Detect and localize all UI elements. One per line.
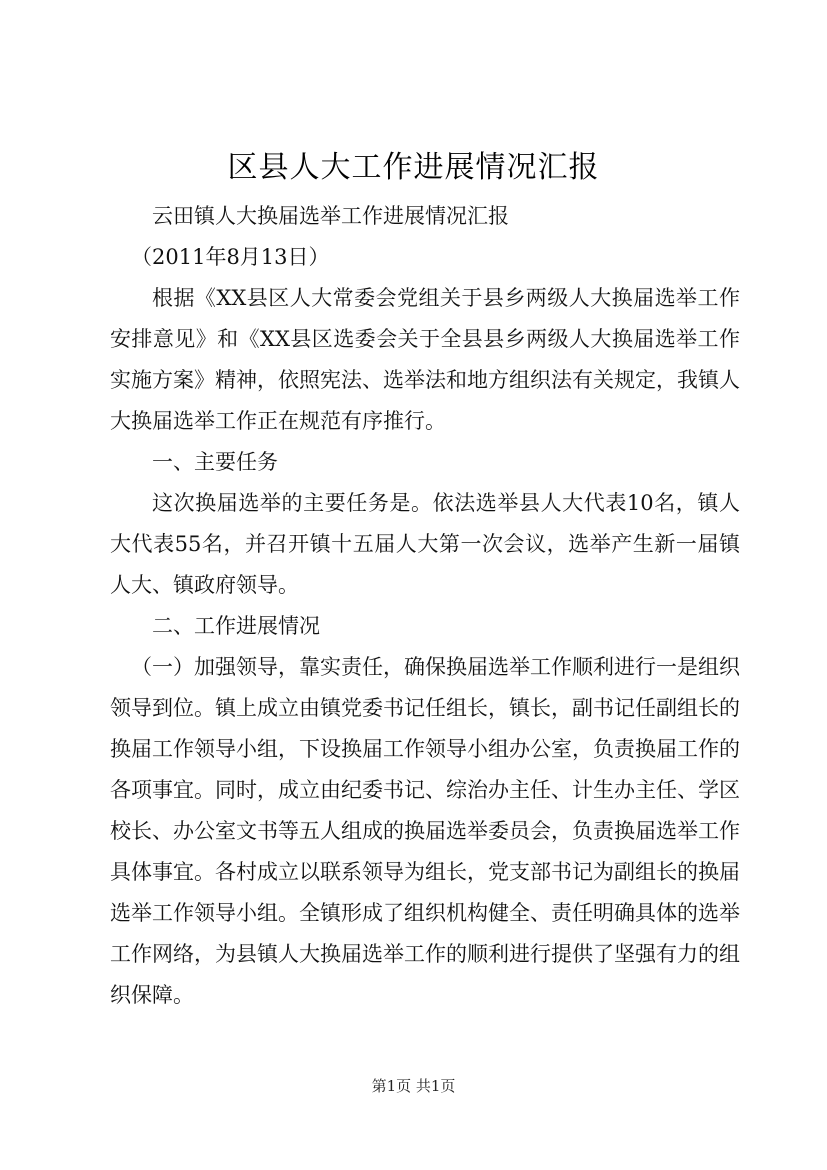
document-body — [110, 196, 740, 1016]
progress-paragraph: （一）加强领导，靠实责任，确保换届选举工作顺利进行一是组织领导到位。镇上成立由镇党委书记任组长，镇长，副书记任副组长的换届工作领导小组，下设换届工作领导小组办公室，负责换届工作的各项事宜。同时，成立由纪委书记、综治办主任、计生办主任、学区校长、办公室文书等五人组成的换届选举委员会，负责换届选举工作具体事宜。各村成立以联系领导为组长，党支部书记为副组长的换届选举工作领导小组。全镇形成了组织机构健全、责任明确具体的选举工作网络，为县镇人大换届选举工作的顺利进行提供了坚强有力的组织保障。 — [110, 655, 740, 1007]
page-number-footer: 第1页 共1页 — [371, 1077, 456, 1095]
section-heading-progress: 二、工作进展情况 — [152, 614, 320, 638]
intro-paragraph: 根据《XX县区人大常委会党组关于县乡两级人大换届选举工作安排意见》和《XX县区选委会关于全县县乡两级人大换届选举工作实施方案》精神，依照宪法、选举法和地方组织法有关规定，我镇人大换届选举工作正在规范有序推行。 — [110, 286, 740, 433]
document-title: 区县人大工作进展情况汇报 — [227, 150, 600, 185]
main-tasks-paragraph: 这次换届选举的主要任务是。依法选举县人大代表10名，镇人大代表55名，并召开镇十五届人大第一次会议，选举产生新一届镇人大、镇政府领导。 — [110, 491, 740, 597]
report-date: （2011年8月13日） — [131, 245, 330, 269]
subtitle: 云田镇人大换届选举工作进展情况汇报 — [152, 204, 509, 228]
section-heading-main-tasks: 一、主要任务 — [152, 450, 278, 474]
